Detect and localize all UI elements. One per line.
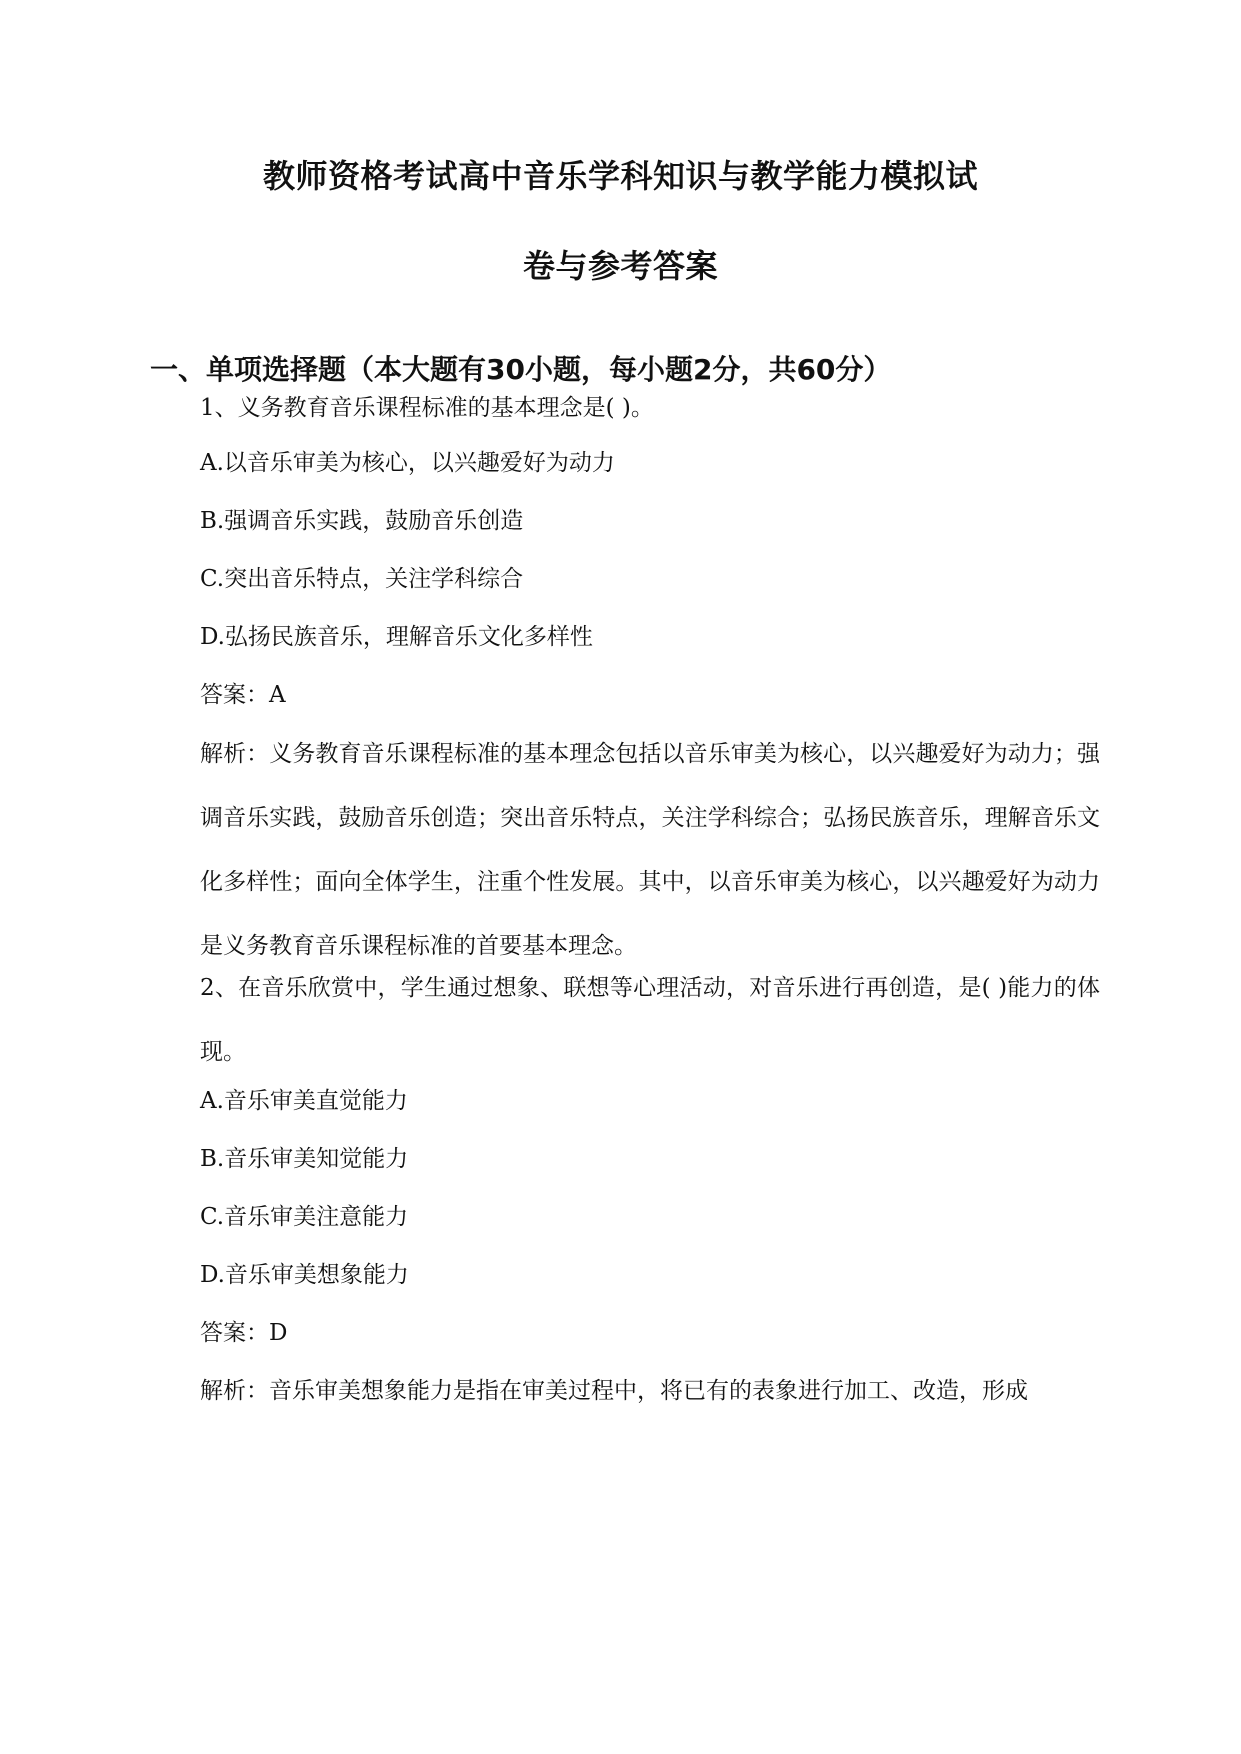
question-2-option-b: B.音乐审美知觉能力 [200, 1146, 409, 1172]
question-1-stem: 1、义务教育音乐课程标准的基本理念是( )。 [200, 395, 654, 421]
question-2-answer: 答案：D [200, 1320, 288, 1346]
question-2-analysis: 解析：音乐审美想象能力是指在审美过程中，将已有的表象进行加工、改造，形成 [200, 1378, 1028, 1404]
question-1-analysis: 解析：义务教育音乐课程标准的基本理念包括以音乐审美为核心，以兴趣爱好为动力；强调音乐实践，鼓励音乐创造；突出音乐特点，关注学科综合；弘扬民族音乐，理解音乐文化多样性；面向全体学生，注重个性发展。其中，以音乐审美为核心，以兴趣爱好为动力是义务教育音乐课程标准的首要基本理念。 [200, 741, 1100, 959]
question-1-option-a: A.以音乐审美为核心，以兴趣爱好为动力 [200, 450, 615, 476]
question-2-option-d: D.音乐审美想象能力 [200, 1262, 409, 1288]
document-title-line-1: 教师资格考试高中音乐学科知识与教学能力模拟试 [262, 157, 978, 195]
question-2-stem: 2、在音乐欣赏中，学生通过想象、联想等心理活动，对音乐进行再创造，是( )能力的体现。 [200, 975, 1101, 1065]
question-1-option-b: B.强调音乐实践，鼓励音乐创造 [200, 508, 524, 534]
section-heading: 一、单项选择题（本大题有30小题，每小题2分，共60分） [150, 353, 892, 386]
question-2-option-a: A.音乐审美直觉能力 [200, 1088, 408, 1114]
question-1-answer: 答案：A [200, 682, 286, 708]
question-1-option-c: C.突出音乐特点，关注学科综合 [200, 566, 524, 592]
question-2-option-c: C.音乐审美注意能力 [200, 1204, 409, 1230]
document-title-line-2: 卷与参考答案 [522, 247, 718, 285]
question-1-option-d: D.弘扬民族音乐，理解音乐文化多样性 [200, 624, 593, 650]
